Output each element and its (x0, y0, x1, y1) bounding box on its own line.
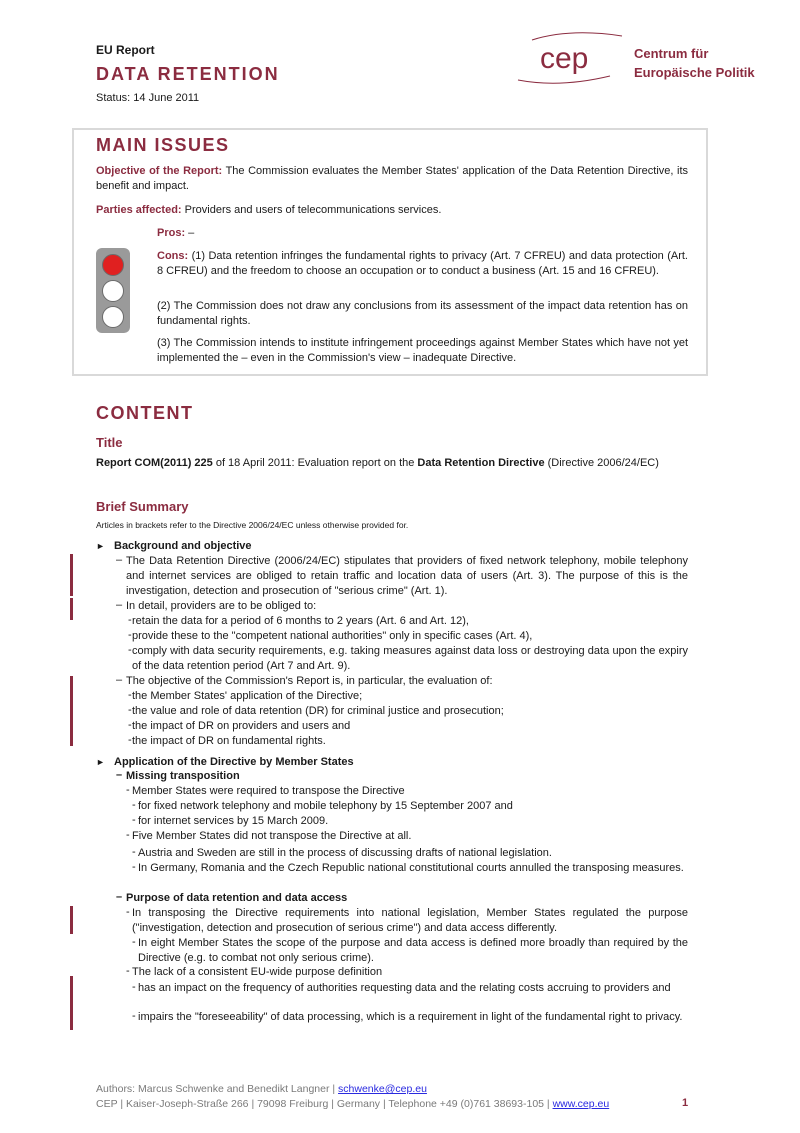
objective-paragraph (96, 164, 688, 194)
green-lamp-icon (102, 306, 124, 328)
missing-point-2b: In Germany, Romania and the Czech Republic national constitutional courts annulled the transposing measures. (138, 862, 684, 874)
change-bar (70, 676, 73, 746)
pros-paragraph (157, 226, 688, 241)
purpose-heading: Purpose of data retention and data access (126, 892, 348, 904)
summary-note: Articles in brackets refer to the Directive 2006/24/EC unless otherwise provided for. (96, 520, 409, 530)
directive-name: Data Retention Directive (417, 457, 545, 469)
missing-transposition-heading: Missing transposition (126, 770, 240, 782)
purpose-point-2: The lack of a consistent EU-wide purpose definition (132, 966, 383, 978)
content-heading: CONTENT (96, 403, 194, 423)
main-issues-heading: MAIN ISSUES (96, 135, 230, 155)
background-point-3c: the impact of DR on providers and users and (132, 720, 351, 732)
change-bar (70, 976, 73, 1030)
dash-bullet: – (116, 674, 123, 686)
triangle-bullet-icon: ► (96, 541, 105, 551)
cons-paragraph (157, 249, 688, 279)
cons-point-3: (3) The Commission intends to institute infringement proceedings against Member States which have not yet implemented the – even in the Commission's view – inadequate Directive. (157, 337, 688, 364)
organisation-name (634, 44, 755, 82)
triangle-bullet-icon: ► (96, 757, 105, 767)
missing-point-1: Member States were required to transpose the Directive (132, 785, 405, 797)
purpose-point-1a: In eight Member States the scope of the purpose and data access is defined more broadly than required by the Directive (e.g. to combat not only serious crime). (138, 937, 688, 964)
pros-label: Pros: (157, 227, 186, 239)
purpose-point-2b: impairs the "foreseeability" of data processing, which is a requirement in light of the fundamental right to privacy. (138, 1011, 683, 1023)
purpose-point-2a: has an impact on the frequency of authorities requesting data and the relating costs accruing to providers and (138, 982, 671, 994)
pros-text: – (185, 227, 195, 239)
purpose-point-1: In transposing the Directive requirements into national legislation, Member States regulated the purpose ("investigation, detection and prosecution of serious crime") and data access differently. (132, 907, 688, 934)
email-link[interactable]: schwenke@cep.eu (338, 1083, 427, 1095)
page-number: 1 (682, 1097, 689, 1109)
dash-bullet: – (116, 769, 123, 781)
title-text: of 18 April 2011: Evaluation report on the (212, 457, 418, 469)
background-point-3b: the value and role of data retention (DR) for criminal justice and prosecution; (132, 705, 504, 717)
change-bar (70, 554, 73, 596)
objective-label: Objective of the Report: (96, 165, 223, 177)
background-point-2b: provide these to the "competent national authorities" only in specific cases (Art. 4), (132, 630, 533, 642)
missing-point-2a: Austria and Sweden are still in the process of discussing drafts of national legislation. (138, 847, 552, 859)
title-paragraph (96, 456, 688, 471)
dash-bullet: – (116, 554, 123, 566)
report-page: EU Report DATA RETENTION Status: 14 June 2011 cep Centrum für Europäische Politik MAIN ISSUES Objective of the Report: The Commission evaluates the Member States' application of the Data Retention Directive, its benefit and impact. Parties affected: Providers and users of telecommunications services. Pros: – Cons: (1) Data retention infringes the fundamental rights to privacy (Art. 7 CFREU) and data protection (Art. 8 CFREU) and the freedom to choose an occupation or to conduct a business (Art. 15 and 16 CFREU). (2) The Commission does not draw any conclusions from its assessment of the impact data retention has on fundamental rights. (3) The Commission intends to institute infringement proceedings against Member States which have not yet implemented the – even in the Commission's view – inadequate Directive. CONTENT Title Report COM(2011) 225 of 18 April 2011: Evaluation report on the Data Retention Directive (Directive 2006/24/EC) Brief Summary Articles in brackets refer to the Directive 2006/24/EC unless otherwise provided for. ► Background and objective – The Data Retention Directive (2006/24/EC) stipulates that providers of fixed network telephony, mobile telephony and internet services are obliged to retain traffic and location data of users (Art. 3). The purpose of this is the investigation, detection and prosecution of "serious crime" (Art. 1). – In detail, providers are to be obliged to: - retain the data for a period of 6 months to 2 years (Art. 6 and Art. 12), - provide these to the "competent national authorities" only in specific cases (Art. 4), - comply with data security requirements, e.g. taking measures against data loss or destroying data upon the expiry of the data retention period (Art 7 and Art. 9). – The objective of the Commission's Report is, in particular, the evaluation of: - the Member States' application of the Directive; - the value and role of data retention (DR) for criminal justice and prosecution; - the impact of DR on providers and users and - the impact of DR on fundamental rights. ► Application of the Directive by Member States – Missing transposition - Member States were required to transpose the Directive - for fixed network telephony and mobile telephony by 15 September 2007 and - for internet services by 15 March 2009. - Five Member States did not transpose the Directive at all. - Austria and Sweden are still in the process of discussing drafts of national legislation. - In Germany, Romania and the Czech Republic national constitutional courts annulled the transposing measures. – Purpose of data retention and data access - In transposing the Directive requirements into national legislation, Member States regulated the purpose ("investigation, detection and prosecution of serious crime") and data access differently. - In eight Member States the scope of the purpose and data access is defined more broadly than required by the Directive (e.g. to combat not only serious crime). - The lack of a consistent EU-wide purpose definition - has an impact on the frequency of authorities requesting data and the relating costs accruing to providers and - impairs the "foreseeability" of data processing, which is a requirement in light of the fundamental right to privacy. Authors: Marcus Schwenke and Benedikt Langner | schwenke@cep.eu CEP | Kaiser-Joseph-Straße 266 | 79098 Freiburg | Germany | Telephone +49 (0)761 38693-105 | www.cep.eu 1 (0, 0, 800, 1133)
summary-heading: Brief Summary (96, 499, 189, 514)
authors-text: Authors: Marcus Schwenke and Benedikt Langner | (96, 1083, 339, 1095)
background-point-1: The Data Retention Directive (2006/24/EC) stipulates that providers of fixed network telephony, mobile telephony and internet services are obliged to retain traffic and location data of users (Art. 3). The purpose of this is the investigation, detection and prosecution of "serious crime" (Art. 1). (126, 555, 688, 597)
directive-number: (Directive 2006/24/EC) (544, 457, 659, 469)
background-heading: Background and objective (114, 540, 252, 552)
report-type: EU Report (96, 43, 155, 57)
report-number: Report COM(2011) 225 (96, 457, 213, 469)
parties-label: Parties affected: (96, 204, 182, 216)
change-bar (70, 598, 73, 620)
missing-point-2: Five Member States did not transpose the Directive at all. (132, 830, 412, 842)
report-status: Status: 14 June 2011 (96, 92, 200, 104)
org-line-1: Centrum für (634, 46, 709, 61)
website-link[interactable]: www.cep.eu (552, 1098, 610, 1110)
yellow-lamp-icon (102, 280, 124, 302)
dash-bullet: – (116, 891, 123, 903)
title-heading: Title (96, 435, 123, 450)
address-text: CEP | Kaiser-Joseph-Straße 266 | 79098 Freiburg | Germany | Telephone +49 (0)761 38693-105 | (96, 1098, 553, 1110)
cep-logo-icon (510, 30, 630, 85)
footer-address (96, 1098, 609, 1110)
cons-text: (1) Data retention infringes the fundamental rights to privacy (Art. 7 CFREU) and data protection (Art. 8 CFREU) and the freedom to choose an occupation or to conduct a business (Art. 15 and 16 CFREU). (157, 250, 688, 277)
application-heading: Application of the Directive by Member States (114, 756, 354, 768)
background-point-3d: the impact of DR on fundamental rights. (132, 735, 326, 747)
background-point-3: The objective of the Commission's Report is, in particular, the evaluation of: (126, 675, 493, 687)
change-bar (70, 906, 73, 934)
parties-text: Providers and users of telecommunications services. (181, 204, 442, 216)
parties-paragraph (96, 203, 688, 218)
org-line-2: Europäische Politik (634, 65, 755, 80)
missing-point-1a: for fixed network telephony and mobile telephony by 15 September 2007 and (138, 800, 513, 812)
background-point-2: In detail, providers are to be obliged to: (126, 600, 317, 612)
cons-point-2: (2) The Commission does not draw any conclusions from its assessment of the impact data retention has on fundamental rights. (157, 300, 688, 327)
background-point-2c: comply with data security requirements, e.g. taking measures against data loss or destroying data upon the expiry of the data retention period (Art 7 and Art. 9). (132, 645, 688, 672)
objective-text: The Commission evaluates the Member States' application of the Data Retention Directive, its benefit and impact. (96, 165, 688, 192)
cons-label: Cons: (157, 250, 189, 262)
missing-point-1b: for internet services by 15 March 2009. (138, 815, 329, 827)
logo-text: cep (540, 42, 589, 75)
background-point-2a: retain the data for a period of 6 months to 2 years (Art. 6 and Art. 12), (132, 615, 469, 627)
red-lamp-icon (102, 254, 124, 276)
footer-authors (96, 1083, 427, 1095)
background-point-3a: the Member States' application of the Directive; (132, 690, 363, 702)
report-title: DATA RETENTION (96, 64, 280, 84)
traffic-light-icon (96, 248, 130, 333)
dash-bullet: – (116, 599, 123, 611)
